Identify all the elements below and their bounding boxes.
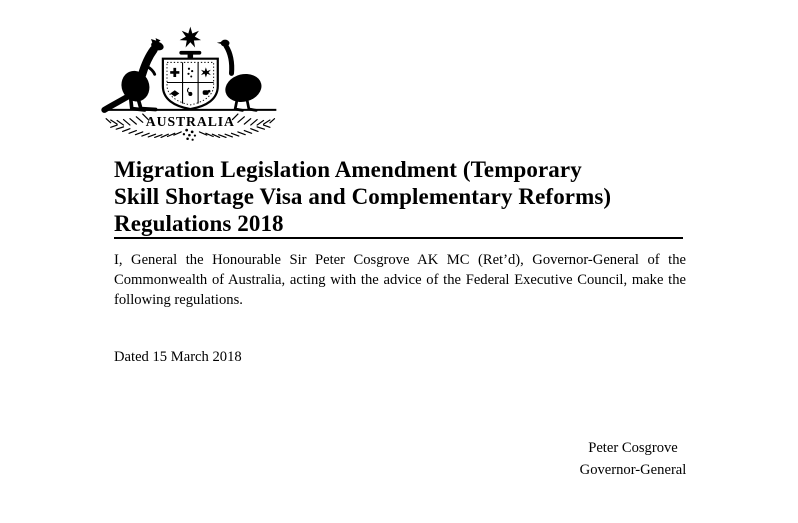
torse-wreath (179, 51, 201, 55)
emu-icon (217, 40, 265, 111)
wattle-flowers-icon (183, 129, 196, 141)
signatory-role: Governor-General (579, 461, 687, 478)
coat-of-arms (97, 22, 280, 143)
coat-of-arms-graphic (97, 22, 280, 143)
dated-line: Dated 15 March 2018 (114, 349, 242, 365)
title-line-3: Regulations 2018 (114, 211, 284, 236)
regulation-title (114, 156, 714, 237)
signature-block (538, 438, 728, 481)
australia-banner-text: AUSTRALIA (145, 113, 235, 129)
ground-line (102, 109, 276, 111)
shield-icon (163, 59, 218, 109)
enacting-paragraph: I, General the Honourable Sir Peter Cosgrove AK MC (Ret’d), Governor-General of the Commonwealth of Australia, acting with the advice of the Federal Executive Council, make the following regulations. (114, 252, 686, 308)
title-line-1: Migration Legislation Amendment (Temporary (114, 157, 582, 182)
kangaroo-icon (104, 38, 164, 110)
signatory-name: Peter Cosgrove (588, 440, 678, 456)
title-rule (114, 237, 683, 239)
title-line-2: Skill Shortage Visa and Complementary Reforms) (114, 184, 612, 209)
commonwealth-star-icon (179, 27, 201, 59)
